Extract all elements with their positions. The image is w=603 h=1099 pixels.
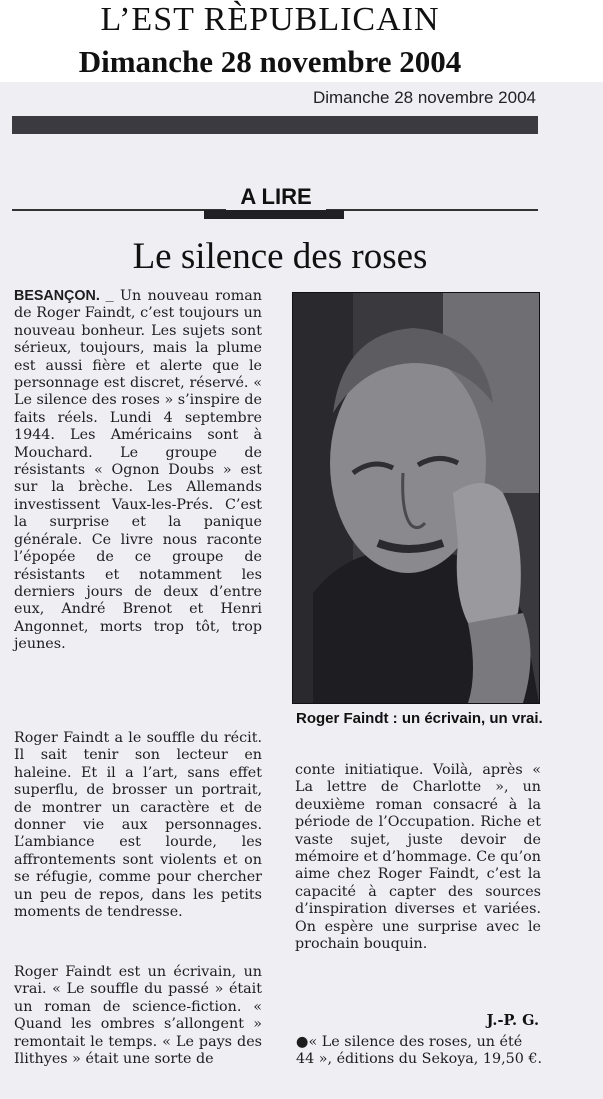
dateline: BESANÇON. _ <box>14 288 114 304</box>
author-signature: J.-P. G. <box>486 1012 539 1029</box>
article-headline: Le silence des roses <box>132 236 428 277</box>
article-paragraph-2: Roger Faindt a le souffle du récit. Il sait tenir son lecteur en haleine. Et il a l’art, sans effet superflu, de brosser un portrait, de montrer un caractère et de donner vie aux personnages. L’ambiance est lourde, les affrontements sont violents et on se réfugie, comme pour chercher un peu de repos, dans les petits moments de tendresse. <box>14 730 262 921</box>
article-paragraph-3: Roger Faindt est un écrivain, un vrai. « Le souffle du passé » était un roman de science-fiction. « Quand les ombres s’allongent » remontait le temps. « Le pays des Ilithyes » était une sorte de <box>14 964 262 1068</box>
author-photo <box>292 292 540 704</box>
photo-caption: Roger Faindt : un écrivain, un vrai. <box>296 710 543 727</box>
paragraph-1-text: Un nouveau roman de Roger Faindt, c’est toujours un nouveau bonheur. Les sujets sont sérieux, toujours, mais la plume est aussi fière et alerte que le personnage est discret, réservé. « Le silence des roses » s’inspire de faits réels. Lundi 4 septembre 1944. Les Américains sont à Mouchard. Le groupe de résistants « Ognon Doubs » est sur la brèche. Les Allemands investissent Vaux-les-Prés. C’est la surprise et la panique générale. Ce livre nous raconte l’épopée de ce groupe de résistants et notamment les derniers jours de deux d’entre eux, André Brenot et Henri Angonnet, morts trop tôt, trop jeunes. <box>14 288 262 653</box>
rubric-label: A LIRE <box>226 184 326 210</box>
article-paragraph-1 <box>14 288 262 654</box>
rubric-underbar <box>204 210 344 219</box>
portrait-illustration <box>293 293 539 703</box>
clipping-date: Dimanche 28 novembre 2004 <box>312 88 536 107</box>
newspaper-name: L’EST RÈPUBLICAIN <box>100 1 440 38</box>
book-reference: ●« Le silence des roses, un été 44 », éditions du Sekoya, 19,50 €. <box>296 1034 543 1068</box>
article-paragraph-4: conte initiatique. Voilà, après « La lettre de Charlotte », un deuxième roman consacré à la période de l’Occupation. Riche et vaste sujet, juste devoir de mémoire et d’hommage. Ce qu’on aime chez Roger Faindt, c’est la capacité à capter des sources d’inspiration diverses et variées. On espère une surprise avec le prochain bouquin. <box>295 762 541 953</box>
header-rule <box>12 116 538 134</box>
masthead <box>0 0 540 82</box>
masthead-date: Dimanche 28 novembre 2004 <box>78 44 462 79</box>
